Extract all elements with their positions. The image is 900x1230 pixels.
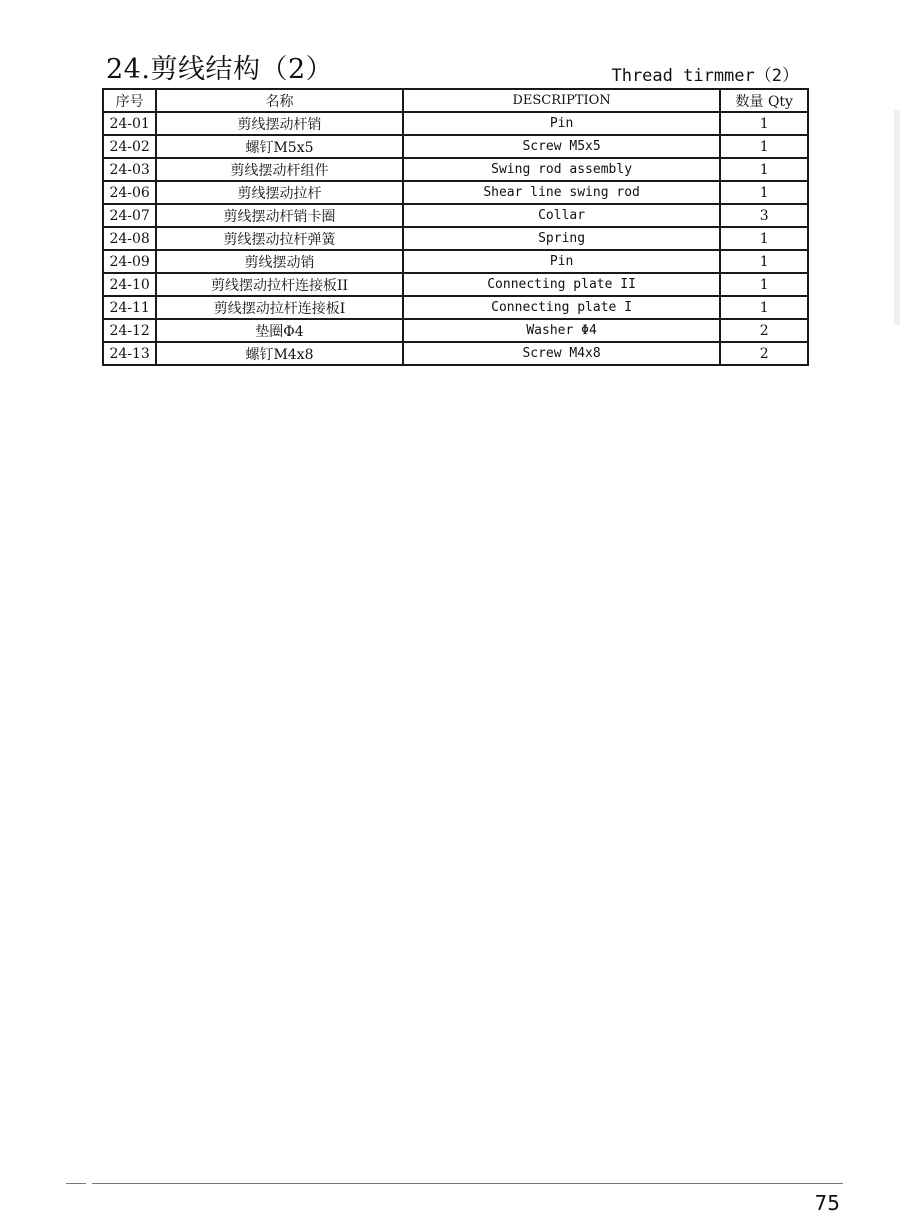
cell-qty: 2: [720, 319, 808, 342]
cell-part-no: 24-07: [103, 204, 156, 227]
cell-part-name: 剪线摆动销: [156, 250, 402, 273]
table-row: [103, 250, 808, 273]
cell-part-name: 剪线摆动拉杆: [156, 181, 402, 204]
section-subtitle: Thread tirmmer（2）: [611, 66, 799, 86]
cell-part-no: 24-03: [103, 158, 156, 181]
cell-qty: 1: [720, 273, 808, 296]
cell-qty: 3: [720, 204, 808, 227]
cell-part-name: 剪线摆动杆销卡圈: [156, 204, 402, 227]
cell-description: Pin: [403, 250, 721, 273]
cell-description: Spring: [403, 227, 721, 250]
cell-description: Shear line swing rod: [403, 181, 721, 204]
column-header-name: 名称: [156, 89, 402, 112]
cell-qty: 1: [720, 227, 808, 250]
cell-part-name: 剪线摆动拉杆弹簧: [156, 227, 402, 250]
table-row: [103, 227, 808, 250]
table-row: [103, 135, 808, 158]
cell-part-no: 24-11: [103, 296, 156, 319]
section-title: 24.剪线结构（2）: [106, 54, 334, 85]
cell-part-name: 螺钉M4x8: [156, 342, 402, 365]
cell-part-no: 24-10: [103, 273, 156, 296]
table-row: [103, 273, 808, 296]
column-header-no: 序号: [103, 89, 156, 112]
cell-part-no: 24-09: [103, 250, 156, 273]
cell-part-no: 24-02: [103, 135, 156, 158]
table-row: [103, 296, 808, 319]
cell-description: Collar: [403, 204, 721, 227]
cell-part-name: 螺钉M5x5: [156, 135, 402, 158]
table-row: [103, 204, 808, 227]
cell-description: Connecting plate I: [403, 296, 721, 319]
table-header-row: [103, 89, 808, 112]
cell-part-no: 24-13: [103, 342, 156, 365]
cell-part-no: 24-06: [103, 181, 156, 204]
cell-part-name: 剪线摆动拉杆连接板II: [156, 273, 402, 296]
cell-part-no: 24-08: [103, 227, 156, 250]
page-edge-mark: [894, 110, 900, 325]
cell-description: Screw M5x5: [403, 135, 721, 158]
table-row: [103, 342, 808, 365]
cell-part-no: 24-01: [103, 112, 156, 135]
cell-qty: 1: [720, 112, 808, 135]
table-row: [103, 112, 808, 135]
footer-rule-short: [66, 1183, 86, 1184]
page-number: 75: [814, 1191, 840, 1215]
footer-rule: [92, 1183, 843, 1184]
cell-qty: 1: [720, 135, 808, 158]
cell-qty: 1: [720, 158, 808, 181]
cell-description: Washer Φ4: [403, 319, 721, 342]
cell-part-name: 剪线摆动杆组件: [156, 158, 402, 181]
cell-qty: 2: [720, 342, 808, 365]
cell-description: Connecting plate II: [403, 273, 721, 296]
column-header-description: DESCRIPTION: [403, 89, 721, 112]
cell-description: Swing rod assembly: [403, 158, 721, 181]
table-row: [103, 158, 808, 181]
cell-qty: 1: [720, 181, 808, 204]
cell-description: Pin: [403, 112, 721, 135]
cell-part-name: 垫圈Φ4: [156, 319, 402, 342]
table-row: [103, 181, 808, 204]
cell-part-name: 剪线摆动拉杆连接板I: [156, 296, 402, 319]
cell-qty: 1: [720, 296, 808, 319]
table-row: [103, 319, 808, 342]
cell-part-no: 24-12: [103, 319, 156, 342]
cell-qty: 1: [720, 250, 808, 273]
parts-table: [102, 88, 809, 366]
column-header-qty: 数量 Qty: [720, 89, 808, 112]
cell-description: Screw M4x8: [403, 342, 721, 365]
cell-part-name: 剪线摆动杆销: [156, 112, 402, 135]
